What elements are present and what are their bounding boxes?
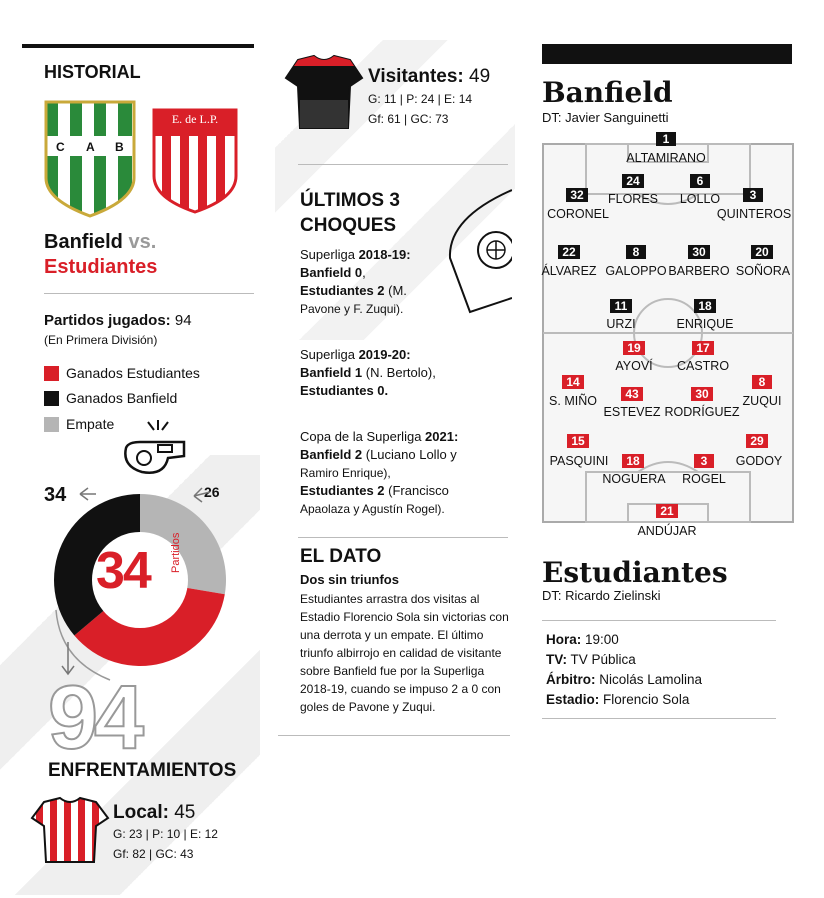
local-label: Local:: [113, 802, 169, 823]
draws-label: 26: [204, 484, 220, 500]
crest-letter: B: [115, 140, 124, 154]
match-detail: (M.: [384, 283, 407, 298]
player-number: 22: [558, 245, 580, 259]
player-name: GODOY: [735, 454, 783, 468]
info-value: 19:00: [585, 632, 619, 647]
info-label: Árbitro:: [546, 672, 596, 687]
player-name: RODRÍGUEZ: [664, 405, 740, 419]
player-name: FLORES: [607, 192, 658, 206]
match-comp: Superliga: [300, 347, 355, 362]
player-name: ENRIQUE: [676, 317, 734, 331]
local-line2: Gf: 82 | GC: 43: [113, 847, 194, 861]
crest-letter: C: [56, 140, 65, 154]
field-fragment-icon: [446, 188, 512, 318]
player-name: AYOVÍ: [615, 359, 653, 373]
match-score: Estudiantes 2: [300, 283, 385, 298]
player-name: ÁLVAREZ: [541, 264, 597, 278]
player-number: 1: [656, 132, 676, 146]
ultimos-title-line1: ÚLTIMOS 3: [300, 190, 400, 211]
dato-title: EL DATO: [300, 546, 382, 567]
dato-line: Estadio Florencio Sola sin victorias con: [300, 610, 509, 624]
legend-label: Ganados Banfield: [66, 390, 178, 406]
player-number: 11: [610, 299, 632, 313]
match-detail: (N. Bertolo),: [362, 365, 436, 380]
player-number: 18: [622, 454, 644, 468]
divider: [298, 164, 508, 165]
matchup-title: [44, 231, 156, 254]
player-name: ALTAMIRANO: [626, 151, 706, 165]
local-line1: G: 23 | P: 10 | E: 12: [113, 827, 218, 841]
match-comp: Copa de la Superliga: [300, 429, 422, 444]
match-year: 2018-19:: [358, 247, 411, 262]
match-2: [300, 346, 436, 400]
dato-body: [300, 590, 510, 716]
player-number: 29: [746, 434, 768, 448]
match-comp: Superliga: [300, 247, 355, 262]
estudiantes-title: Estudiantes: [542, 556, 728, 589]
banfield-wins-label: 34: [44, 484, 67, 506]
player-name: CASTRO: [676, 359, 730, 373]
player-number: 43: [621, 387, 643, 401]
player-number: 8: [752, 375, 772, 389]
match-year: 2019-20:: [358, 347, 411, 362]
player-number: 24: [622, 174, 644, 188]
player-name: CORONEL: [547, 207, 609, 221]
player-name: ESTEVEZ: [603, 405, 661, 419]
dato-line: 2018-19, cuando se impuso 2 a 0 con: [300, 682, 501, 696]
ultimos-title: [300, 188, 400, 238]
match-score: Banfield 2: [300, 447, 363, 462]
player-number: 19: [623, 341, 645, 355]
legend-swatch: [44, 391, 59, 406]
player-number: 6: [690, 174, 710, 188]
info-label: Estadio:: [546, 692, 600, 707]
player-name: QUINTEROS: [716, 207, 792, 221]
match-info: [546, 630, 702, 710]
historial-title: HISTORIAL: [44, 62, 141, 82]
estudiantes-coach: DT: Ricardo Zielinski: [542, 588, 661, 603]
info-value: Nicolás Lamolina: [599, 672, 703, 687]
dato-line: goles de Pavone y Zuqui.: [300, 700, 436, 714]
played-label: Partidos jugados:: [44, 312, 171, 329]
player-name: NOGUERA: [602, 472, 666, 486]
match-score: Estudiantes 0.: [300, 383, 389, 398]
home-team-name: Banfield: [44, 231, 123, 253]
pointer-arrow: [194, 488, 210, 502]
center-number: 34: [96, 542, 150, 600]
match-detail: Ramiro Enrique),: [300, 466, 391, 480]
visitor-value: 49: [469, 66, 491, 87]
player-number: 18: [694, 299, 716, 313]
player-number: 15: [567, 434, 589, 448]
legend-swatch: [44, 417, 59, 432]
played-row: [44, 312, 192, 329]
info-value: Florencio Sola: [603, 692, 690, 707]
divider: [44, 293, 254, 294]
match-detail: Apaolaza y Agustín Rogel).: [300, 502, 445, 516]
total-label: ENFRENTAMIENTOS: [48, 760, 237, 781]
match-detail: (Francisco: [384, 483, 449, 498]
divider: [542, 620, 776, 621]
match-year: 2021:: [425, 429, 459, 444]
player-name: GALOPPO: [605, 264, 667, 278]
played-note: (En Primera División): [44, 333, 158, 347]
player-number: 3: [743, 188, 763, 202]
divider: [542, 718, 776, 719]
top-bar: [542, 44, 792, 64]
player-name: ROGEL: [682, 472, 726, 486]
player-number: 30: [691, 387, 713, 401]
player-number: 17: [692, 341, 714, 355]
pointer-arrow: [80, 488, 96, 500]
player-number: 20: [751, 245, 773, 259]
legend-label: Empate: [66, 416, 115, 432]
vs-label: vs.: [128, 231, 157, 253]
player-name: SOÑORA: [735, 264, 791, 278]
player-name: LOLLO: [679, 192, 721, 206]
played-value: 94: [174, 312, 192, 329]
player-name: URZI: [606, 317, 636, 331]
local-row: [113, 802, 195, 824]
player-number: 14: [562, 375, 584, 389]
player-number: 32: [566, 188, 588, 202]
player-name: BARBERO: [668, 264, 730, 278]
dato-line: Estudiantes arrastra dos visitas al: [300, 592, 480, 606]
crest-letter: A: [86, 140, 95, 154]
player-name: S. MIÑO: [549, 394, 597, 408]
match-detail: Pavone y F. Zuqui).: [300, 302, 404, 316]
match-detail: (Luciano Lollo y: [362, 447, 457, 462]
top-rule: [22, 44, 254, 48]
player-number: 21: [656, 504, 678, 518]
center-sub: Partidos: [170, 532, 182, 573]
dato-line: una derrota y un empate. El último: [300, 628, 484, 642]
info-value: TV Pública: [570, 652, 636, 667]
visitor-row: [368, 66, 490, 88]
local-value: 45: [174, 802, 196, 823]
player-name: PASQUINI: [549, 454, 609, 468]
player-number: 8: [626, 245, 646, 259]
banfield-crest-icon: [44, 100, 136, 218]
banfield-coach: DT: Javier Sanguinetti: [542, 110, 669, 125]
match-score: Banfield 0: [300, 265, 363, 280]
banfield-title: Banfield: [542, 76, 673, 109]
divider: [298, 537, 508, 538]
match-score: Estudiantes 2: [300, 483, 385, 498]
divider: [278, 735, 510, 736]
dato-subtitle: Dos sin triunfos: [300, 572, 399, 587]
player-number: 3: [694, 454, 714, 468]
match-score: Banfield 1: [300, 365, 363, 380]
match-1: [300, 246, 411, 318]
visitor-line2: Gf: 61 | GC: 73: [368, 112, 449, 126]
dato-line: sobre Banfield fue por la Superliga: [300, 664, 485, 678]
local-shirt-icon: [30, 796, 110, 866]
visitor-label: Visitantes:: [368, 66, 464, 87]
visitor-shirt-icon: [284, 52, 364, 132]
dato-line: triunfo albirrojo en calidad de visitante: [300, 646, 502, 660]
ultimos-title-line2: CHOQUES: [300, 215, 397, 236]
match-3: [300, 428, 458, 518]
player-number: 30: [688, 245, 710, 259]
crest-text: E. de L.P.: [171, 112, 219, 126]
legend-label: Ganados Estudiantes: [66, 365, 200, 381]
total-number: 94: [48, 668, 141, 768]
info-label: Hora:: [546, 632, 582, 647]
visitor-line1: G: 11 | P: 24 | E: 14: [368, 92, 473, 106]
match-detail: ,: [362, 265, 366, 280]
info-label: TV:: [546, 652, 568, 667]
player-name: ZUQUI: [742, 394, 782, 408]
legend-swatch: [44, 366, 59, 381]
away-team-name: Estudiantes: [44, 256, 158, 278]
player-name: ANDÚJAR: [637, 524, 697, 538]
